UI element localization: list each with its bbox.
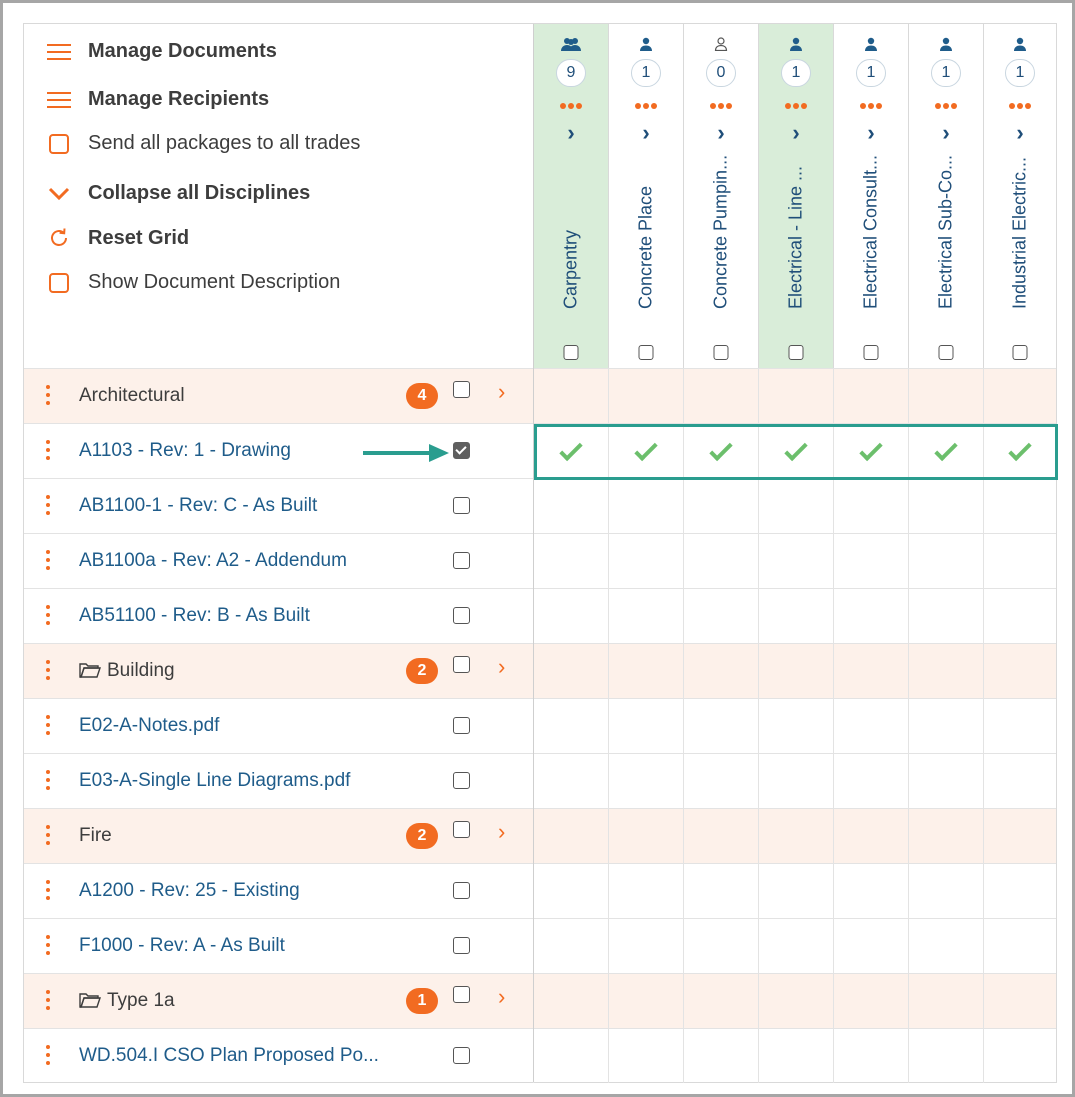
discipline-row [24, 368, 1056, 423]
drag-handle-icon[interactable] [46, 990, 50, 1010]
grid-cell[interactable] [983, 864, 1056, 918]
grid-cell[interactable] [758, 534, 833, 588]
grid-cell[interactable] [533, 534, 608, 588]
menu-icon [47, 44, 71, 60]
grid-cell[interactable] [983, 534, 1056, 588]
trade-column [533, 24, 608, 368]
show-description-checkbox[interactable] [46, 271, 340, 294]
trade-column [608, 24, 683, 368]
discipline-label [79, 660, 175, 682]
grid-cell[interactable] [908, 644, 983, 698]
pointer-arrow-icon [361, 442, 451, 464]
recipient-count: 9 [556, 59, 586, 87]
trade-select-checkbox[interactable] [939, 345, 954, 360]
grid-cell[interactable] [908, 864, 983, 918]
grid-cell[interactable] [833, 919, 908, 973]
row-label-text: Building [107, 660, 175, 681]
person-icon [864, 37, 878, 51]
chevron-right-icon[interactable]: › [717, 120, 725, 145]
row-label-text: Fire [79, 825, 112, 846]
grid-cell[interactable] [908, 1029, 983, 1083]
discipline-row [24, 973, 1056, 1028]
chevron-right-icon[interactable]: › [867, 120, 875, 145]
drag-handle-icon[interactable] [46, 1045, 50, 1065]
show-description-label: Show Document Description [88, 271, 341, 293]
person-icon [1013, 37, 1027, 51]
grid-cell[interactable] [608, 974, 683, 1028]
grid-cell[interactable] [983, 644, 1056, 698]
grid-cell[interactable] [983, 589, 1056, 643]
trade-name[interactable]: Electrical - Line ... [785, 165, 806, 309]
trade-select-checkbox[interactable] [1013, 345, 1028, 360]
grid-options-panel [24, 24, 533, 368]
discipline-select-checkbox[interactable] [453, 986, 470, 1003]
trade-column [758, 24, 833, 368]
group-icon [561, 37, 581, 51]
document-count-badge: 4 [406, 383, 438, 409]
chevron-right-icon[interactable]: › [1016, 120, 1024, 145]
drag-handle-icon[interactable] [46, 385, 50, 405]
chevron-down-icon [48, 187, 70, 201]
grid-cell[interactable] [533, 699, 608, 753]
grid-cell[interactable] [608, 1029, 683, 1083]
more-options-icon[interactable] [684, 96, 758, 114]
manage-documents-button[interactable] [46, 40, 277, 63]
refresh-icon [47, 226, 71, 250]
drag-handle-icon[interactable] [46, 715, 50, 735]
drag-handle-icon[interactable] [46, 880, 50, 900]
chevron-right-icon[interactable]: › [792, 120, 800, 145]
grid-cell[interactable] [683, 369, 758, 423]
drag-handle-icon[interactable] [46, 770, 50, 790]
grid-cell[interactable] [533, 589, 608, 643]
document-select-checkbox[interactable] [453, 717, 470, 734]
grid-cell[interactable] [608, 864, 683, 918]
checkbox-icon[interactable] [49, 134, 69, 154]
grid-cell[interactable] [833, 809, 908, 863]
recipient-count: 1 [931, 59, 961, 87]
document-count-badge: 2 [406, 658, 438, 684]
document-row [24, 863, 1056, 918]
grid-cell[interactable] [908, 699, 983, 753]
grid-cell[interactable] [608, 644, 683, 698]
grid-cell[interactable] [608, 754, 683, 808]
grid-cell[interactable] [833, 1029, 908, 1083]
document-select-checkbox[interactable] [453, 937, 470, 954]
grid-cell[interactable] [608, 809, 683, 863]
grid-cell[interactable] [533, 754, 608, 808]
drag-handle-icon[interactable] [46, 495, 50, 515]
grid-cell[interactable] [833, 369, 908, 423]
more-options-icon[interactable] [984, 96, 1056, 114]
drag-handle-icon[interactable] [46, 440, 50, 460]
document-row [24, 533, 1056, 588]
person-icon [789, 37, 803, 51]
document-link[interactable] [79, 715, 219, 737]
document-row [24, 588, 1056, 643]
trade-name[interactable]: Electrical Sub-Co... [935, 154, 956, 309]
trade-column [983, 24, 1056, 368]
grid-cell[interactable] [833, 699, 908, 753]
document-select-checkbox[interactable] [453, 882, 470, 899]
drag-handle-icon[interactable] [46, 605, 50, 625]
document-row [24, 698, 1056, 753]
grid-cell[interactable] [908, 754, 983, 808]
grid-cell[interactable] [608, 699, 683, 753]
trade-name[interactable]: Carpentry [560, 229, 581, 309]
document-count-badge: 2 [406, 823, 438, 849]
recipient-count: 1 [1005, 59, 1035, 87]
grid-cell[interactable] [833, 974, 908, 1028]
grid-cell[interactable] [533, 809, 608, 863]
chevron-right-icon[interactable]: › [498, 984, 506, 1009]
discipline-label [79, 825, 112, 847]
document-select-checkbox[interactable] [453, 772, 470, 789]
document-row [24, 1028, 1056, 1083]
row-label-text: WD.504.I CSO Plan Proposed Po... [79, 1045, 379, 1066]
document-link[interactable] [79, 495, 317, 517]
grid-cell[interactable] [758, 1029, 833, 1083]
document-row [24, 753, 1056, 808]
folder-icon [79, 992, 101, 1008]
discipline-label [79, 385, 185, 407]
distribution-grid [23, 23, 1057, 1083]
grid-cell[interactable] [683, 809, 758, 863]
grid-cell[interactable] [833, 589, 908, 643]
grid-cell[interactable] [683, 974, 758, 1028]
row-label-text: AB1100a - Rev: A2 - Addendum [79, 550, 347, 571]
document-link[interactable] [79, 550, 347, 572]
grid-cell[interactable] [983, 369, 1056, 423]
drag-handle-icon[interactable] [46, 825, 50, 845]
document-select-checkbox[interactable] [453, 1047, 470, 1064]
column-divider [533, 24, 534, 1082]
grid-cell[interactable] [683, 534, 758, 588]
recipient-count: 1 [631, 59, 661, 87]
trade-column [683, 24, 758, 368]
manage-recipients-button[interactable] [46, 88, 269, 111]
row-label-text: Type 1a [107, 990, 175, 1011]
row-label-text: AB51100 - Rev: B - As Built [79, 605, 310, 626]
document-select-checkbox[interactable] [453, 607, 470, 624]
send-all-checkbox[interactable] [46, 132, 360, 155]
document-link[interactable] [79, 440, 291, 462]
grid-cell[interactable] [533, 1029, 608, 1083]
row-label-text: A1200 - Rev: 25 - Existing [79, 880, 300, 901]
grid-cell[interactable] [683, 589, 758, 643]
person-icon [639, 37, 653, 51]
grid-cell[interactable] [533, 919, 608, 973]
document-link[interactable] [79, 880, 300, 902]
grid-cell[interactable] [683, 754, 758, 808]
grid-cell[interactable] [908, 479, 983, 533]
more-options-icon[interactable] [534, 96, 608, 114]
grid-cell[interactable] [683, 919, 758, 973]
grid-cell[interactable] [908, 809, 983, 863]
row-label-text: F1000 - Rev: A - As Built [79, 935, 285, 956]
grid-cell[interactable] [833, 534, 908, 588]
more-options-icon[interactable] [909, 96, 983, 114]
grid-cell[interactable] [833, 479, 908, 533]
grid-cell[interactable] [983, 1029, 1056, 1083]
grid-cell[interactable] [608, 534, 683, 588]
row-label-text: Architectural [79, 385, 185, 406]
grid-cell[interactable] [983, 809, 1056, 863]
document-select-checkbox[interactable] [453, 442, 470, 459]
grid-cell[interactable] [983, 974, 1056, 1028]
trade-column [833, 24, 908, 368]
document-link[interactable] [79, 605, 310, 627]
drag-handle-icon[interactable] [46, 935, 50, 955]
row-label-text: E02-A-Notes.pdf [79, 715, 220, 736]
grid-cell[interactable] [683, 1029, 758, 1083]
row-label-text: A1103 - Rev: 1 - Drawing [79, 440, 291, 461]
grid-cell[interactable] [758, 974, 833, 1028]
folder-icon [79, 662, 101, 678]
document-link[interactable] [79, 770, 350, 792]
collapse-all-button[interactable] [46, 182, 310, 205]
grid-cell[interactable] [833, 644, 908, 698]
trade-select-checkbox[interactable] [789, 345, 804, 360]
trade-name[interactable]: Industrial Electric... [1009, 156, 1030, 309]
grid-cell[interactable] [758, 479, 833, 533]
trade-name[interactable]: Concrete Place [635, 185, 656, 309]
grid-cell[interactable] [758, 644, 833, 698]
person-outline-icon [714, 37, 728, 51]
discipline-select-checkbox[interactable] [453, 821, 470, 838]
collapse-all-label: Collapse all Disciplines [88, 182, 311, 204]
grid-cell[interactable] [608, 479, 683, 533]
document-link[interactable] [79, 1045, 379, 1067]
trade-select-checkbox[interactable] [564, 345, 579, 360]
recipient-count: 1 [856, 59, 886, 87]
chevron-right-icon[interactable]: › [498, 654, 506, 679]
grid-cell[interactable] [758, 809, 833, 863]
person-icon [939, 37, 953, 51]
discipline-label [79, 990, 175, 1012]
more-options-icon[interactable] [834, 96, 908, 114]
reset-grid-label: Reset Grid [88, 226, 190, 249]
grid-cell[interactable] [533, 479, 608, 533]
grid-cell[interactable] [758, 699, 833, 753]
grid-cell[interactable] [683, 864, 758, 918]
grid-cell[interactable] [908, 919, 983, 973]
grid-cell[interactable] [758, 369, 833, 423]
trade-select-checkbox[interactable] [639, 345, 654, 360]
grid-cell[interactable] [983, 699, 1056, 753]
row-label-text: E03-A-Single Line Diagrams.pdf [79, 770, 351, 791]
row-label-text: AB1100-1 - Rev: C - As Built [79, 495, 318, 516]
grid-cell[interactable] [833, 754, 908, 808]
highlight-box [534, 424, 1058, 480]
document-count-badge: 1 [406, 988, 438, 1014]
document-link[interactable] [79, 935, 285, 957]
grid-cell[interactable] [608, 589, 683, 643]
grid-cell[interactable] [533, 974, 608, 1028]
manage-documents-label: Manage Documents [88, 40, 277, 62]
trade-name[interactable]: Electrical Consult... [860, 154, 881, 309]
grid-cell[interactable] [533, 644, 608, 698]
grid-cell[interactable] [983, 754, 1056, 808]
trade-select-checkbox[interactable] [714, 345, 729, 360]
chevron-right-icon[interactable]: › [498, 819, 506, 844]
grid-cell[interactable] [683, 699, 758, 753]
drag-handle-icon[interactable] [46, 660, 50, 680]
grid-cell[interactable] [908, 974, 983, 1028]
grid-cell[interactable] [908, 589, 983, 643]
menu-icon [47, 92, 71, 108]
trade-column [908, 24, 983, 368]
trade-name[interactable]: Concrete Pumpin... [710, 154, 731, 309]
document-select-checkbox[interactable] [453, 497, 470, 514]
recipient-count: 1 [781, 59, 811, 87]
send-all-label: Send all packages to all trades [88, 132, 361, 154]
discipline-select-checkbox[interactable] [453, 381, 470, 398]
discipline-row [24, 643, 1056, 698]
recipient-count: 0 [706, 59, 736, 87]
grid-cell[interactable] [608, 369, 683, 423]
grid-cell[interactable] [983, 479, 1056, 533]
more-options-icon[interactable] [609, 96, 683, 114]
grid-cell[interactable] [908, 369, 983, 423]
grid-cell[interactable] [908, 534, 983, 588]
grid-cell[interactable] [758, 589, 833, 643]
more-options-icon[interactable] [759, 96, 833, 114]
grid-cell[interactable] [833, 864, 908, 918]
grid-cell[interactable] [683, 479, 758, 533]
chevron-right-icon[interactable]: › [498, 379, 506, 404]
drag-handle-icon[interactable] [46, 550, 50, 570]
grid-cell[interactable] [533, 369, 608, 423]
grid-cell[interactable] [758, 919, 833, 973]
grid-cell[interactable] [533, 864, 608, 918]
document-row [24, 478, 1056, 533]
grid-cell[interactable] [608, 919, 683, 973]
chevron-right-icon[interactable]: › [567, 120, 575, 145]
discipline-select-checkbox[interactable] [453, 656, 470, 673]
chevron-right-icon[interactable]: › [642, 120, 650, 145]
grid-cell[interactable] [758, 864, 833, 918]
checkbox-icon[interactable] [49, 273, 69, 293]
discipline-row [24, 808, 1056, 863]
manage-recipients-label: Manage Recipients [88, 88, 270, 110]
reset-grid-button[interactable] [46, 226, 189, 250]
trade-select-checkbox[interactable] [864, 345, 879, 360]
document-row [24, 918, 1056, 973]
grid-cell[interactable] [983, 919, 1056, 973]
document-select-checkbox[interactable] [453, 552, 470, 569]
chevron-right-icon[interactable]: › [942, 120, 950, 145]
grid-cell[interactable] [683, 644, 758, 698]
grid-cell[interactable] [758, 754, 833, 808]
